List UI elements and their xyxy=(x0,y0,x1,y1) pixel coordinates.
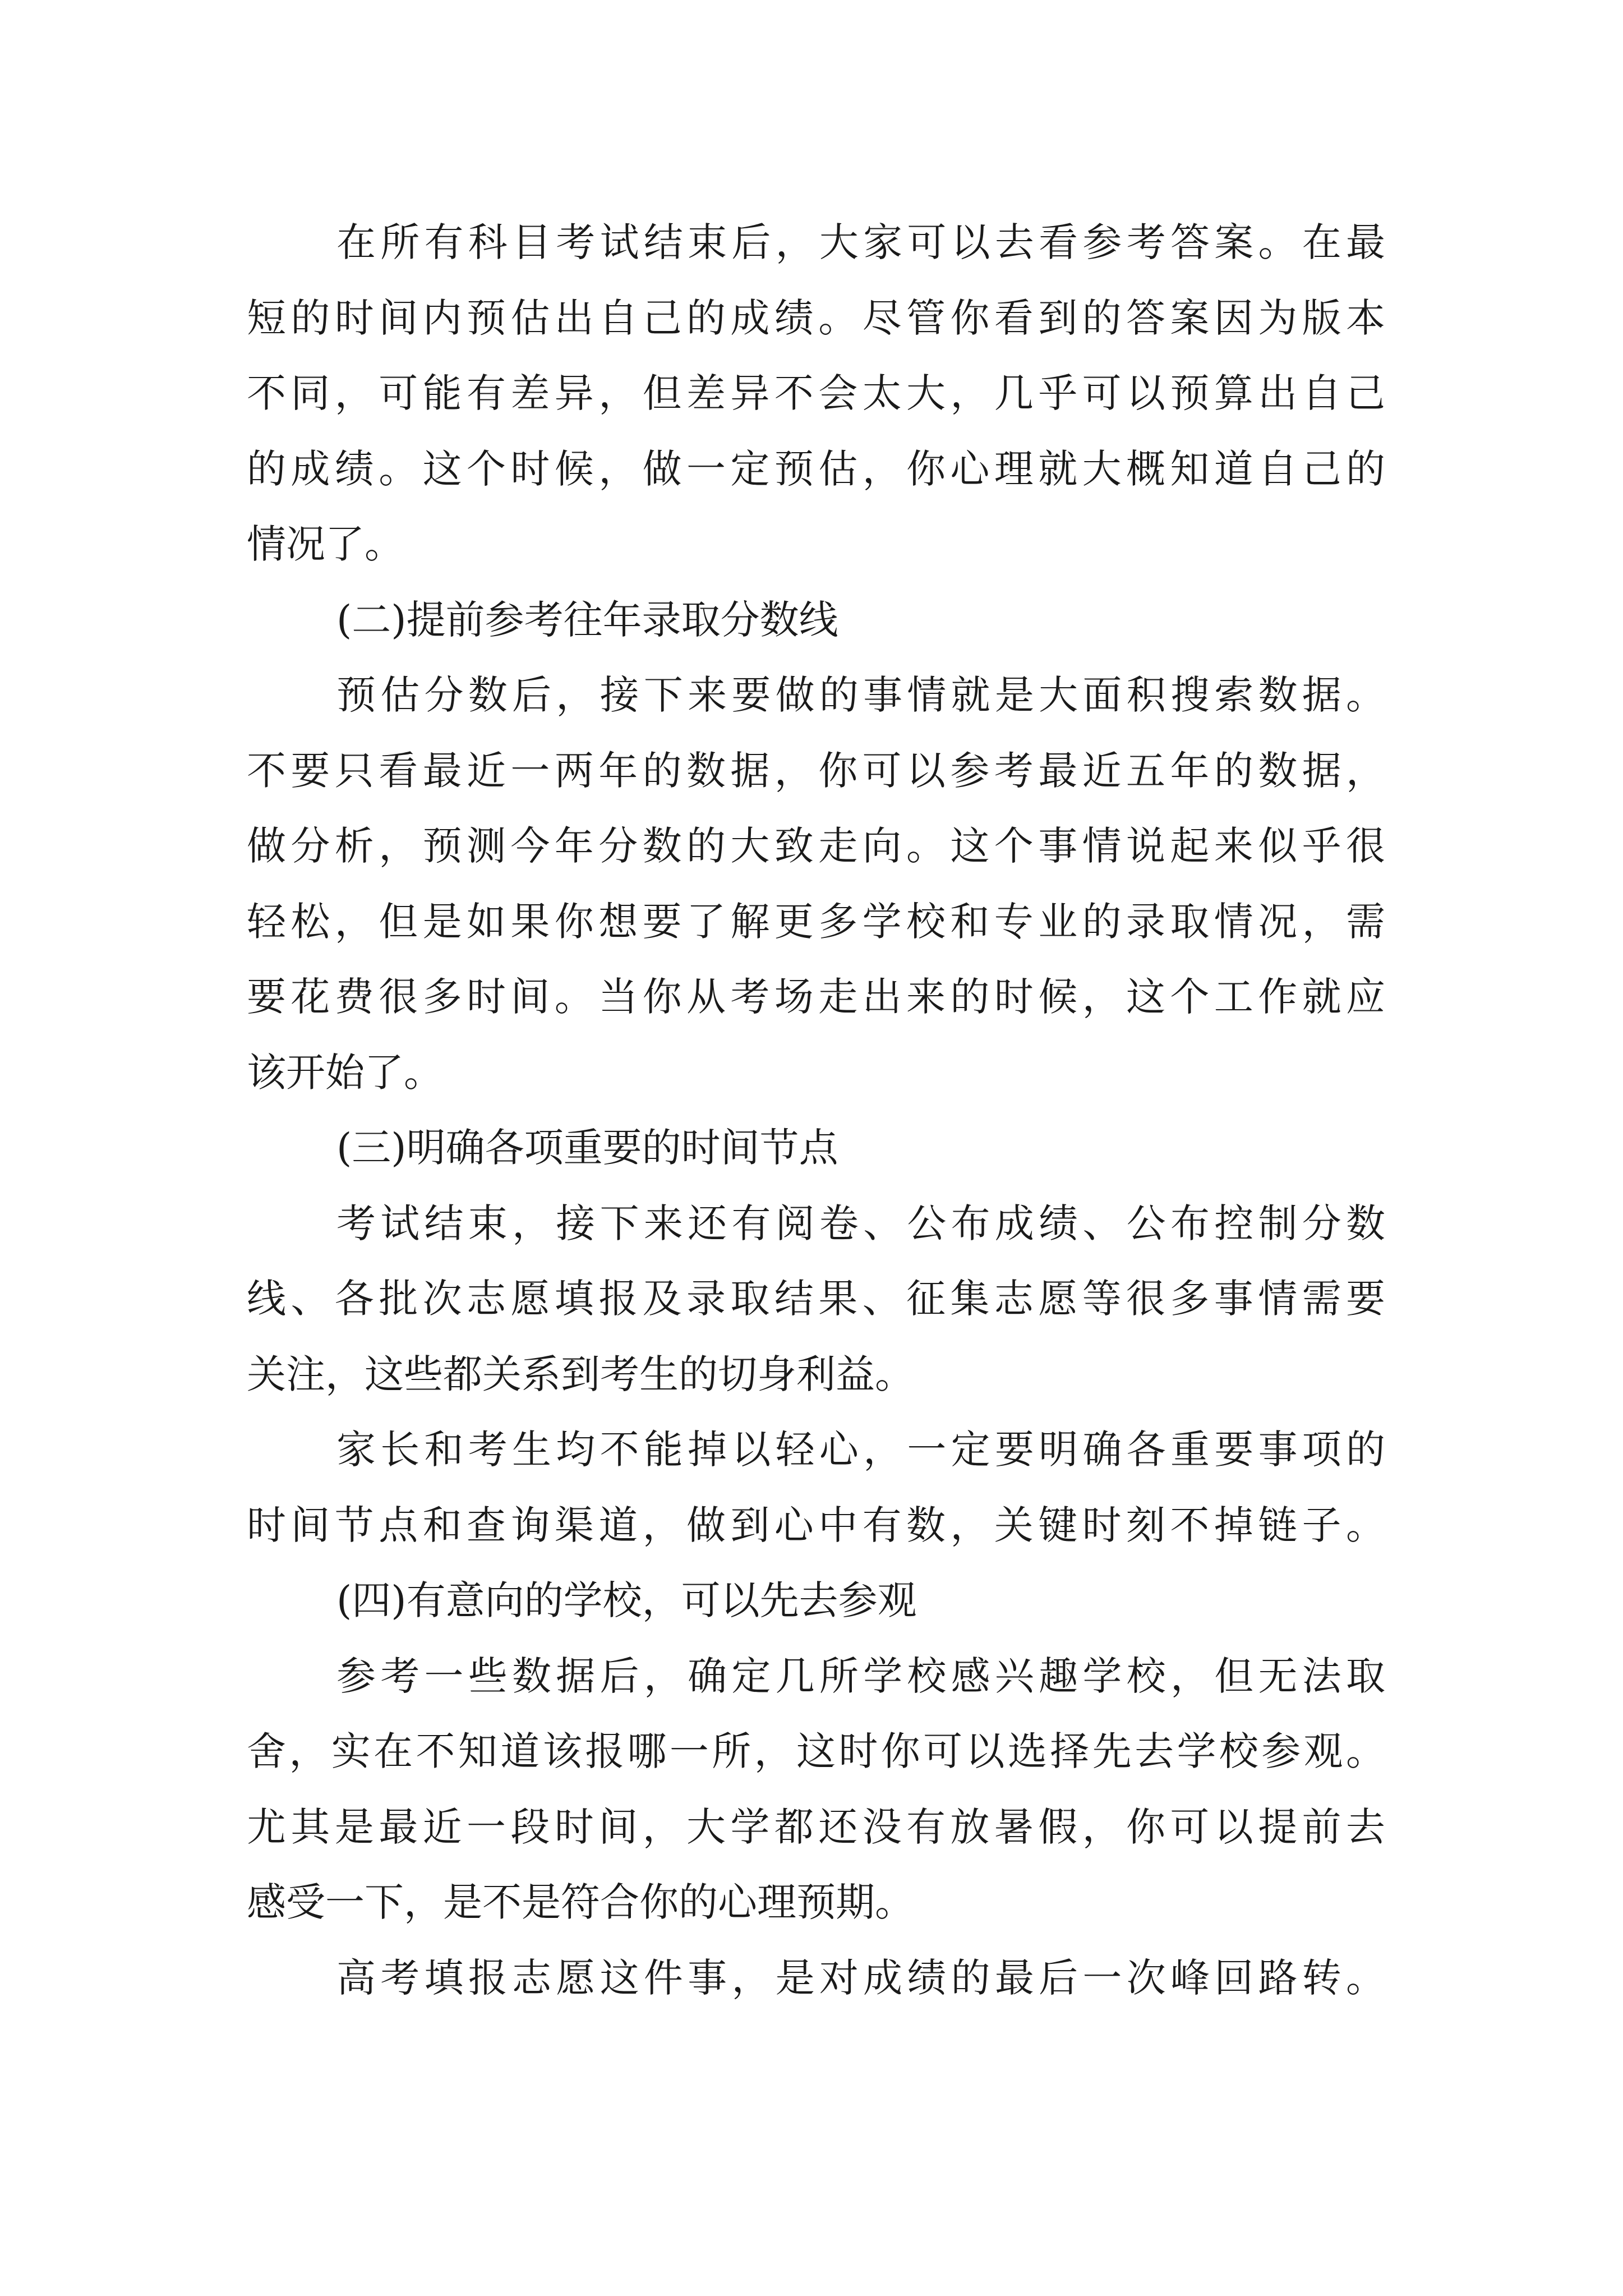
paragraph-line: 不要只看最近一两年的数据，你可以参考最近五年的数据， xyxy=(247,748,1385,794)
paragraph-line: 在所有科目考试结束后，大家可以去看参考答案。在最 xyxy=(336,219,1385,265)
paragraph-line: 轻松，但是如果你想要了解更多学校和专业的录取情况，需 xyxy=(247,899,1385,945)
paragraph-line: 考试结束，接下来还有阅卷、公布成绩、公布控制分数 xyxy=(336,1200,1385,1246)
paragraph-line: 时间节点和查询渠道，做到心中有数，关键时刻不掉链子。 xyxy=(247,1502,1385,1548)
paragraph-line: 舍，实在不知道该报哪一所，这时你可以选择先去学校参观。 xyxy=(247,1728,1385,1774)
paragraph-line: 关注，这些都关系到考生的切身利益。 xyxy=(247,1351,914,1397)
paragraph-line: 情况了。 xyxy=(247,521,404,567)
paragraph-line: 短的时间内预估出自己的成绩。尽管你看到的答案因为版本 xyxy=(247,295,1385,341)
paragraph-line: 参考一些数据后，确定几所学校感兴趣学校，但无法取 xyxy=(336,1653,1385,1699)
paragraph-line: 要花费很多时间。当你从考场走出来的时候，这个工作就应 xyxy=(247,974,1385,1020)
paragraph-line: 尤其是最近一段时间，大学都还没有放暑假，你可以提前去 xyxy=(247,1804,1385,1850)
section-heading-2: (二)提前参考往年录取分数线 xyxy=(336,597,838,643)
paragraph-line: 做分析，预测今年分数的大致走向。这个事情说起来似乎很 xyxy=(247,823,1385,869)
paragraph-line: 家长和考生均不能掉以轻心，一定要明确各重要事项的 xyxy=(336,1427,1385,1473)
paragraph-line: 感受一下，是不是符合你的心理预期。 xyxy=(247,1879,914,1925)
paragraph-line: 不同，可能有差异，但差异不会太大，几乎可以预算出自己 xyxy=(247,370,1385,416)
paragraph-line: 该开始了。 xyxy=(247,1050,443,1096)
section-heading-4: (四)有意向的学校，可以先去参观 xyxy=(336,1577,917,1623)
section-heading-3: (三)明确各项重要的时间节点 xyxy=(336,1125,838,1171)
paragraph-line: 线、各批次志愿填报及录取结果、征集志愿等很多事情需要 xyxy=(247,1276,1385,1322)
paragraph-line: 预估分数后，接下来要做的事情就是大面积搜索数据。 xyxy=(336,672,1385,718)
paragraph-line: 高考填报志愿这件事，是对成绩的最后一次峰回路转。 xyxy=(336,1955,1385,2001)
paragraph-line: 的成绩。这个时候，做一定预估，你心理就大概知道自己的 xyxy=(247,446,1385,492)
